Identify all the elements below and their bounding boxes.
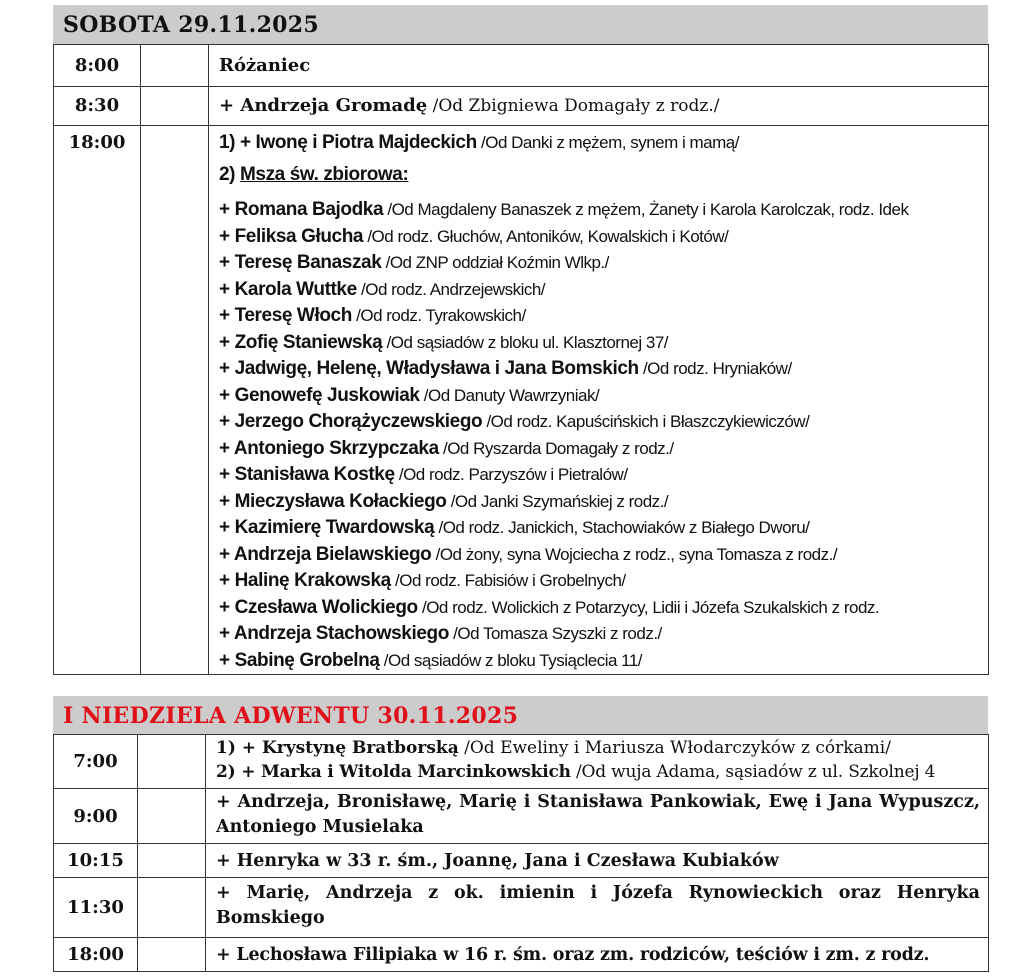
intention-from: /Od Magdaleny Banaszek z mężem, Żanety i Karola Karolczak, rodz. Idek [383, 200, 909, 219]
day-header-saturday: SOBOTA 29.11.2025 [53, 5, 988, 44]
intention-line: 1) + Krystynę Bratborską /Od Eweliny i Mariusza Włodarczyków z córkami/ [216, 738, 891, 758]
intention-from: /Od Danki z mężem, synem i mamą/ [476, 133, 739, 152]
intention-item [219, 224, 980, 251]
intention-item [219, 277, 980, 304]
intention-from: /Od żony, syna Wojciecha z rodz., syna Tomasza z rodz./ [431, 544, 838, 564]
intention-item [219, 330, 980, 357]
intention-from: /Od rodz. Tyrakowskich/ [351, 306, 526, 325]
mass-intention: Różaniec [209, 45, 989, 87]
intention-from: /Od ZNP oddział Koźmin Wlkp./ [381, 253, 609, 272]
blank-cell [141, 87, 209, 126]
intention-name: + Karola Wuttke [219, 278, 357, 300]
intention-name: + Romana Bajodka [219, 199, 384, 220]
intention-name: + Jerzego Chorążyczewskiego [219, 411, 483, 432]
intention-item [219, 648, 980, 675]
schedule-table-sunday [53, 734, 989, 972]
intention-name: + Halinę Krakowską [219, 570, 391, 591]
table-row [54, 878, 989, 938]
mass-time: 9:00 [54, 789, 138, 844]
intention-name: + Genowefę Juskowiak [219, 384, 420, 406]
intention-name: + Andrzeja Gromadę [219, 95, 428, 116]
intention-name: + Sabinę Grobelną [219, 649, 380, 671]
mass-time: 7:00 [54, 735, 138, 789]
blank-cell [138, 938, 206, 972]
blank-cell [141, 45, 209, 87]
intention-from: /Od Danuty Wawrzyniak/ [419, 385, 600, 405]
schedule-table-saturday [53, 44, 989, 675]
intention-item [219, 595, 980, 622]
intention-from: /Od rodz. Fabisiów i Grobelnych/ [390, 571, 626, 590]
intention-item [219, 568, 980, 595]
intention-item [219, 303, 980, 330]
blank-cell [138, 844, 206, 878]
mass-time: 10:15 [54, 844, 138, 878]
mass-time: 8:00 [54, 45, 141, 87]
mass-time: 18:00 [54, 126, 141, 675]
intention-name: + Czesława Wolickiego [219, 596, 418, 618]
intention-from: /Od Ryszarda Domagały z rodz./ [438, 438, 674, 458]
intention-from: /Od rodz. Kapuścińskich i Błaszczykiewiczów/ [482, 412, 810, 431]
table-row [54, 938, 989, 972]
intention-from: /Od rodz. Wolickich z Potarzycy, Lidii i Józefa Szukalskich z rodz. [417, 597, 880, 617]
collective-intentions [219, 197, 980, 674]
intention-name: + Kazimierę Twardowską [219, 517, 435, 538]
day-header-sunday: I NIEDZIELA ADWENTU 30.11.2025 [53, 696, 988, 735]
intention-item [219, 197, 980, 224]
mass-intention: + Lechosława Filipiaka w 16 r. śm. oraz zm. rodziców, teściów i zm. z rodz. [206, 938, 989, 972]
intention-name: + Andrzeja Stachowskiego [219, 623, 449, 644]
intention-name: + Mieczysława Kołackiego [219, 490, 447, 512]
intention-name: + Iwonę i Piotra Majdeckich [239, 132, 477, 153]
table-row [54, 87, 989, 126]
table-row [54, 789, 989, 844]
intention-from: /Od rodz. Janickich, Stachowiaków z Białego Dworu/ [434, 518, 810, 537]
intention-from: /Od Tomasza Szyszki z rodz./ [448, 624, 662, 643]
intention-item [219, 489, 980, 516]
intention-from: /Od rodz. Głuchów, Antoników, Kowalskich i Kotów/ [363, 226, 729, 246]
table-row [54, 844, 989, 878]
mass-time: 11:30 [54, 878, 138, 938]
intention-name: + Andrzeja Bielawskiego [219, 543, 432, 565]
intention-from: /Od Janki Szymańskiej z rodz./ [446, 491, 669, 511]
intention-from: /Od rodz. Hryniaków/ [638, 359, 792, 378]
intention-item [219, 409, 980, 436]
table-row [54, 735, 989, 789]
intention-from: /Od rodz. Andrzejewskich/ [356, 279, 546, 299]
intention-item [219, 356, 980, 383]
blank-cell [138, 878, 206, 938]
intention-name: + Zofię Staniewską [219, 331, 383, 353]
blank-cell [138, 789, 206, 844]
mass-intention: + Andrzeja, Bronisławę, Marię i Stanisława Pankowiak, Ewę i Jana Wypuszcz, Antoniego Musielaka [206, 789, 989, 844]
intention-from: /Od wuja Adama, sąsiadów z ul. Szkolnej 4 [570, 762, 936, 782]
intention-from: /Od sąsiadów z bloku ul. Klasztornej 37/ [382, 332, 669, 352]
intention-first: 1) + Iwonę i Piotra Majdeckich /Od Danki z mężem, synem i mamą/ [219, 132, 739, 153]
intention-from: /Od rodz. Parzyszów i Pietralów/ [394, 465, 628, 484]
mass-time: 8:30 [54, 87, 141, 126]
intention-item [219, 250, 980, 277]
intention-from: /Od sąsiadów z bloku Tysiąclecia 11/ [379, 650, 643, 670]
collective-mass-label: 2) Msza św. zbiorowa: [219, 164, 409, 185]
intention-item [219, 542, 980, 569]
intention-name: + Jadwigę, Helenę, Władysława i Jana Bomskich [219, 358, 639, 379]
mass-intention: + Marię, Andrzeja z ok. imienin i Józefa Rynowieckich oraz Henryka Bomskiego [206, 878, 989, 938]
blank-cell [141, 126, 209, 675]
intention-from: /Od Zbigniewa Domagały z rodz./ [427, 96, 720, 116]
mass-intention: + Henryka w 33 r. śm., Joannę, Jana i Czesława Kubiaków [206, 844, 989, 878]
intention-item [219, 462, 980, 489]
intention-item [219, 621, 980, 648]
mass-time: 18:00 [54, 938, 138, 972]
table-row [54, 45, 989, 87]
mass-intention [209, 87, 989, 126]
intention-name: + Teresę Włoch [219, 305, 352, 326]
intention-name: + Antoniego Skrzypczaka [219, 437, 439, 459]
intention-from: /Od Eweliny i Mariusza Włodarczyków z córkami/ [458, 738, 891, 758]
intention-name: + Feliksa Głucha [219, 225, 364, 247]
intention-name: + Marka i Witolda Marcinkowskich [241, 762, 571, 782]
intention-name: + Stanisława Kostkę [219, 464, 395, 485]
intention-item [219, 515, 980, 542]
table-row [54, 126, 989, 675]
blank-cell [138, 735, 206, 789]
intention-line: 2) + Marka i Witolda Marcinkowskich /Od wuja Adama, sąsiadów z ul. Szkolnej 4 [216, 762, 936, 782]
intention-name: + Teresę Banaszak [219, 252, 382, 273]
mass-intention [206, 735, 989, 789]
intention-item [219, 436, 980, 463]
intention-item [219, 383, 980, 410]
mass-intention-list [209, 126, 989, 675]
intention-name: + Krystynę Bratborską [241, 738, 459, 758]
